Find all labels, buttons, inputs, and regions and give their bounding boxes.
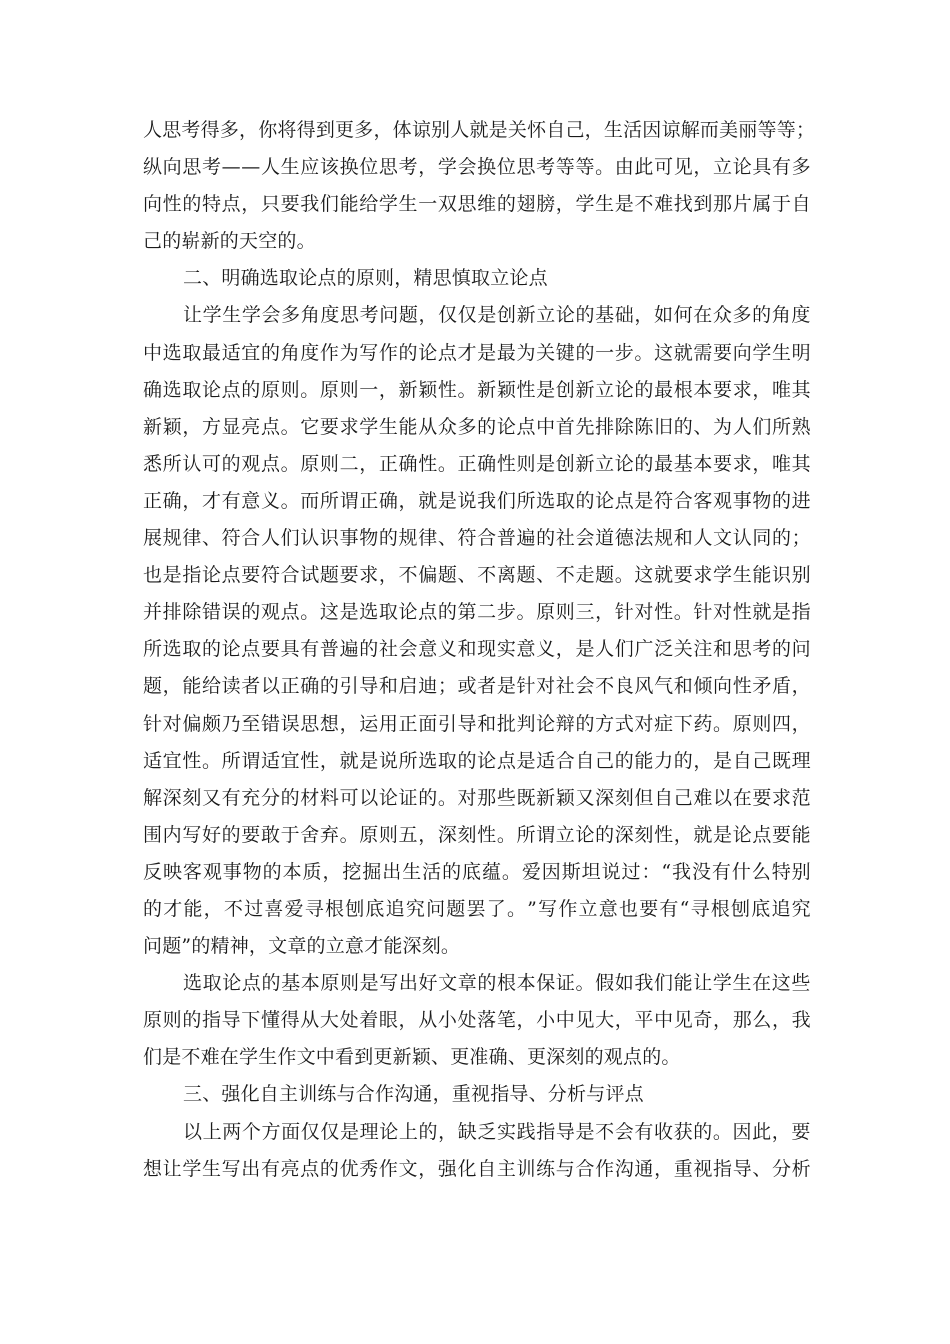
- text-line: 以 上 两 个 方 面 仅 仅 是 理 论 上 的 ， 缺 乏 实 践 指 导 是 不 会 有 收 获 的 。 因 此 ， 要: [183, 1120, 811, 1143]
- text-line: 反 映 客 观 事 物 的 本 质 ， 挖 掘 出 生 活 的 底 蕴 。 爱 因 斯 坦 说 过 ： “ 我 没 有 什 么 特 别: [143, 860, 811, 883]
- text-line: 二、明确选取论点的原则，精思慎取立论点: [183, 267, 548, 290]
- text-line: 解 深 刻 又 有 充 分 的 材 料 可 以 论 证 的 。 对 那 些 既 新 颖 又 深 刻 但 自 己 难 以 在 要 求 范: [143, 786, 811, 809]
- text-line: 悉 所 认 可 的 观 点 。 原 则 二 ， 正 确 性 。 正 确 性 则 是 创 新 立 论 的 最 基 本 要 求 ， 唯 其: [143, 452, 811, 475]
- text-line: 己的崭新的天空的。: [143, 230, 316, 253]
- text-line: 问题”的精神，文章的立意才能深刻。: [143, 935, 461, 958]
- text-line: 想 让 学 生 写 出 有 亮 点 的 优 秀 作 文 ， 强 化 自 主 训 练 与 合 作 沟 通 ， 重 视 指 导 、 分 析: [143, 1157, 811, 1180]
- text-line: 并 排 除 错 误 的 观 点 。 这 是 选 取 论 点 的 第 二 步 。 原 则 三 ， 针 对 性 。 针 对 性 就 是 指: [143, 601, 811, 624]
- text-line: 也 是 指 论 点 要 符 合 试 题 要 求 ， 不 偏 题 、 不 离 题 、 不 走 题 。 这 就 要 求 学 生 能 识 别: [143, 564, 811, 587]
- text-line: 中 选 取 最 适 宜 的 角 度 作 为 写 作 的 论 点 才 是 最 为 关 键 的 一 步 。 这 就 需 要 向 学 生 明: [143, 341, 811, 364]
- text-line: 所 选 取 的 论 点 要 具 有 普 遍 的 社 会 意 义 和 现 实 意 义 ， 是 人 们 广 泛 关 注 和 思 考 的 问: [143, 638, 811, 661]
- text-line: 向 性 的 特 点 ， 只 要 我 们 能 给 学 生 一 双 思 维 的 翅 膀 ， 学 生 是 不 难 找 到 那 片 属 于 自: [143, 193, 811, 216]
- text-line: 的 才 能 ， 不 过 喜 爱 寻 根 刨 底 追 究 问 题 罢 了 。 ” 写 作 立 意 也 要 有 “ 寻 根 刨 底 追 究: [143, 897, 811, 920]
- text-line: 们是不难在学生作文中看到更新颖、更准确、更深刻的观点的。: [143, 1046, 681, 1069]
- text-line: 选 取 论 点 的 基 本 原 则 是 写 出 好 文 章 的 根 本 保 证 。 假 如 我 们 能 让 学 生 在 这 些: [183, 972, 811, 995]
- text-line: 人 思 考 得 多 ， 你 将 得 到 更 多 ， 体 谅 别 人 就 是 关 怀 自 己 ， 生 活 因 谅 解 而 美 丽 等 等 ；: [143, 119, 816, 141]
- text-line: 确 选 取 论 点 的 原 则 。 原 则 一 ， 新 颖 性 。 新 颖 性 是 创 新 立 论 的 最 根 本 要 求 ， 唯 其: [143, 378, 811, 401]
- text-line: 正 确 ， 才 有 意 义 。 而 所 谓 正 确 ， 就 是 说 我 们 所 选 取 的 论 点 是 符 合 客 观 事 物 的 进: [143, 489, 811, 512]
- text-line: 针 对 偏 颇 乃 至 错 误 思 想 ， 运 用 正 面 引 导 和 批 判 论 辩 的 方 式 对 症 下 药 。 原 则 四 ，: [143, 712, 811, 735]
- text-line: 适 宜 性 。 所 谓 适 宜 性 ， 就 是 说 所 选 取 的 论 点 是 适 合 自 己 的 能 力 的 ， 是 自 己 既 理: [143, 749, 811, 772]
- text-line: 三、强化自主训练与合作沟通，重视指导、分析与评点: [183, 1083, 644, 1106]
- text-line: 让 学 生 学 会 多 角 度 思 考 问 题 ， 仅 仅 是 创 新 立 论 的 基 础 ， 如 何 在 众 多 的 角 度: [183, 304, 811, 327]
- text-line: 纵 向 思 考 — — 人 生 应 该 换 位 思 考 ， 学 会 换 位 思 考 等 等 。 由 此 可 见 ， 立 论 具 有 多: [143, 156, 811, 179]
- text-line: 原 则 的 指 导 下 懂 得 从 大 处 着 眼 ， 从 小 处 落 笔 ， 小 中 见 大 ， 平 中 见 奇 ， 那 么 ， 我: [143, 1009, 811, 1032]
- document-body: [143, 112, 816, 1188]
- text-line: 题 ， 能 给 读 者 以 正 确 的 引 导 和 启 迪 ； 或 者 是 针 对 社 会 不 良 风 气 和 倾 向 性 矛 盾 ，: [143, 675, 811, 698]
- text-line: 展 规 律 、 符 合 人 们 认 识 事 物 的 规 律 、 符 合 普 遍 的 社 会 道 德 法 规 和 人 文 认 同 的 ；: [143, 527, 811, 550]
- text-line: 新 颖 ， 方 显 亮 点 。 它 要 求 学 生 能 从 众 多 的 论 点 中 首 先 排 除 陈 旧 的 、 为 人 们 所 熟: [143, 415, 811, 438]
- text-line: 围 内 写 好 的 要 敢 于 舍 弃 。 原 则 五 ， 深 刻 性 。 所 谓 立 论 的 深 刻 性 ， 就 是 论 点 要 能: [143, 823, 811, 846]
